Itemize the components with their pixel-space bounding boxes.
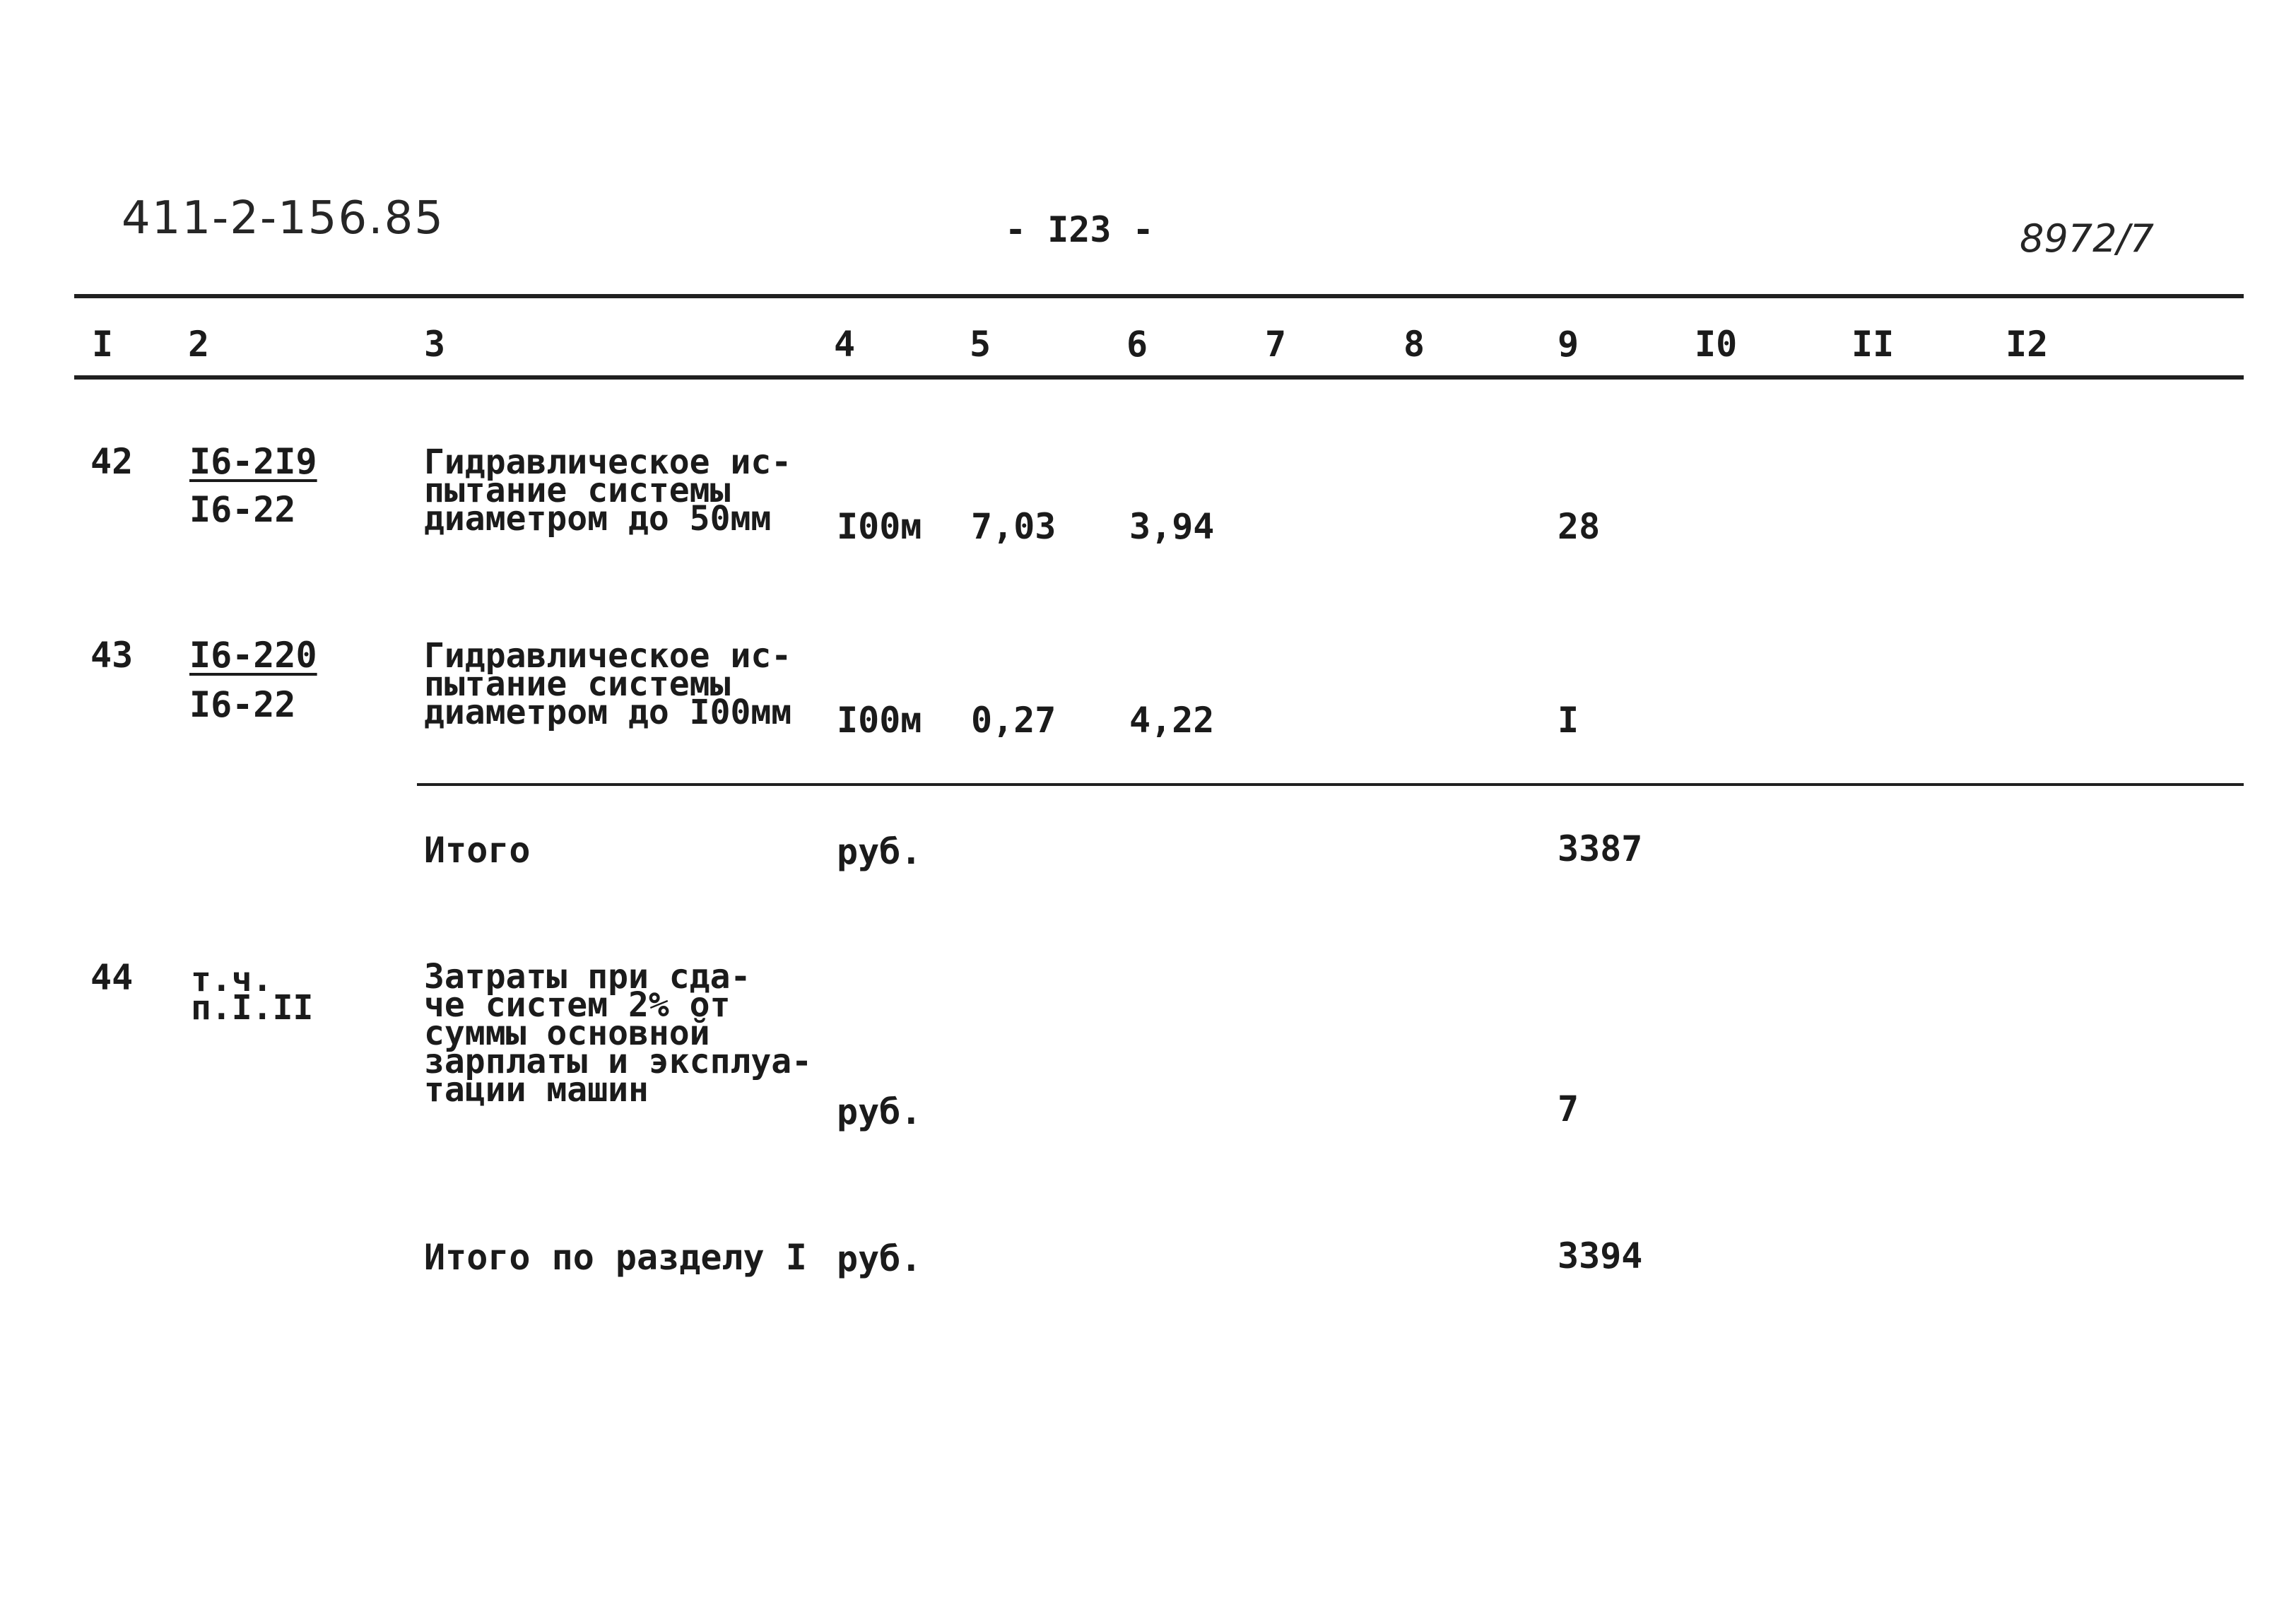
- header-bottom-rule: [74, 375, 2244, 380]
- row-unit: руб.: [837, 1091, 922, 1132]
- row-col9: 28: [1558, 506, 1601, 547]
- description-line: Гидравлическое ис-: [424, 442, 792, 482]
- description-line: зарплаты и эксплуа-: [424, 1042, 813, 1081]
- row-col6: 4,22: [1129, 700, 1215, 741]
- description-line: Гидравлическое ис-: [424, 636, 792, 676]
- row-col6: 3,94: [1129, 506, 1215, 547]
- norm-reference: I6-220: [189, 635, 317, 676]
- document-code: 411-2-156.85: [122, 192, 445, 245]
- column-header-11: II: [1851, 324, 1895, 365]
- description-line: пытание системы: [424, 664, 731, 704]
- row-number: 43: [90, 635, 134, 676]
- description-line: диаметром до 50мм: [424, 499, 772, 539]
- section-total-value: 3394: [1558, 1235, 1643, 1276]
- section-total-unit: руб.: [837, 1238, 922, 1279]
- norm-reference-base: I6-22: [189, 684, 296, 725]
- column-header-9: 9: [1558, 324, 1579, 365]
- description-line: диаметром до I00мм: [424, 693, 792, 732]
- row-unit: I00м: [837, 506, 922, 547]
- column-header-6: 6: [1126, 324, 1148, 365]
- top-rule: [74, 294, 2244, 298]
- column-header-2: 2: [188, 324, 210, 365]
- reference-line: т.ч.: [191, 960, 273, 999]
- subtotal-label: Итого: [424, 830, 531, 871]
- row-col9: I: [1558, 700, 1579, 741]
- description-line: Затраты при сда-: [424, 957, 751, 997]
- row-unit: I00м: [837, 700, 922, 741]
- description-line: пытание системы: [424, 471, 731, 510]
- row-col5: 7,03: [971, 506, 1056, 547]
- column-header-1: I: [92, 324, 114, 365]
- sheet-id: 8972/7: [2020, 216, 2154, 261]
- description-line: че систем 2% от: [424, 985, 731, 1025]
- column-header-5: 5: [970, 324, 991, 365]
- norm-reference: I6-2I9: [189, 441, 317, 482]
- reference-line: п.I.II: [191, 988, 314, 1028]
- column-header-3: 3: [424, 324, 446, 365]
- subtotal-unit: руб.: [837, 831, 922, 872]
- norm-reference: [191, 960, 314, 1028]
- column-header-4: 4: [834, 324, 856, 365]
- subtotal-value: 3387: [1558, 828, 1643, 869]
- section-total-label: Итого по разделу I: [424, 1237, 807, 1278]
- row-number: 42: [90, 441, 134, 482]
- description-line: суммы основной: [424, 1014, 710, 1053]
- norm-reference-base: I6-22: [189, 489, 296, 530]
- column-header-12: I2: [2006, 324, 2049, 365]
- row-description: [424, 442, 792, 539]
- row-description: [424, 957, 813, 1110]
- description-line: тации машин: [424, 1070, 649, 1110]
- row-col5: 0,27: [971, 700, 1056, 741]
- row-description: [424, 636, 792, 732]
- column-header-8: 8: [1403, 324, 1425, 365]
- subtotal-rule: [417, 783, 2244, 786]
- column-header-7: 7: [1265, 324, 1287, 365]
- row-number: 44: [90, 957, 134, 998]
- column-header-10: I0: [1695, 324, 1738, 365]
- page-number: - I23 -: [1005, 209, 1154, 250]
- row-col9: 7: [1558, 1088, 1579, 1129]
